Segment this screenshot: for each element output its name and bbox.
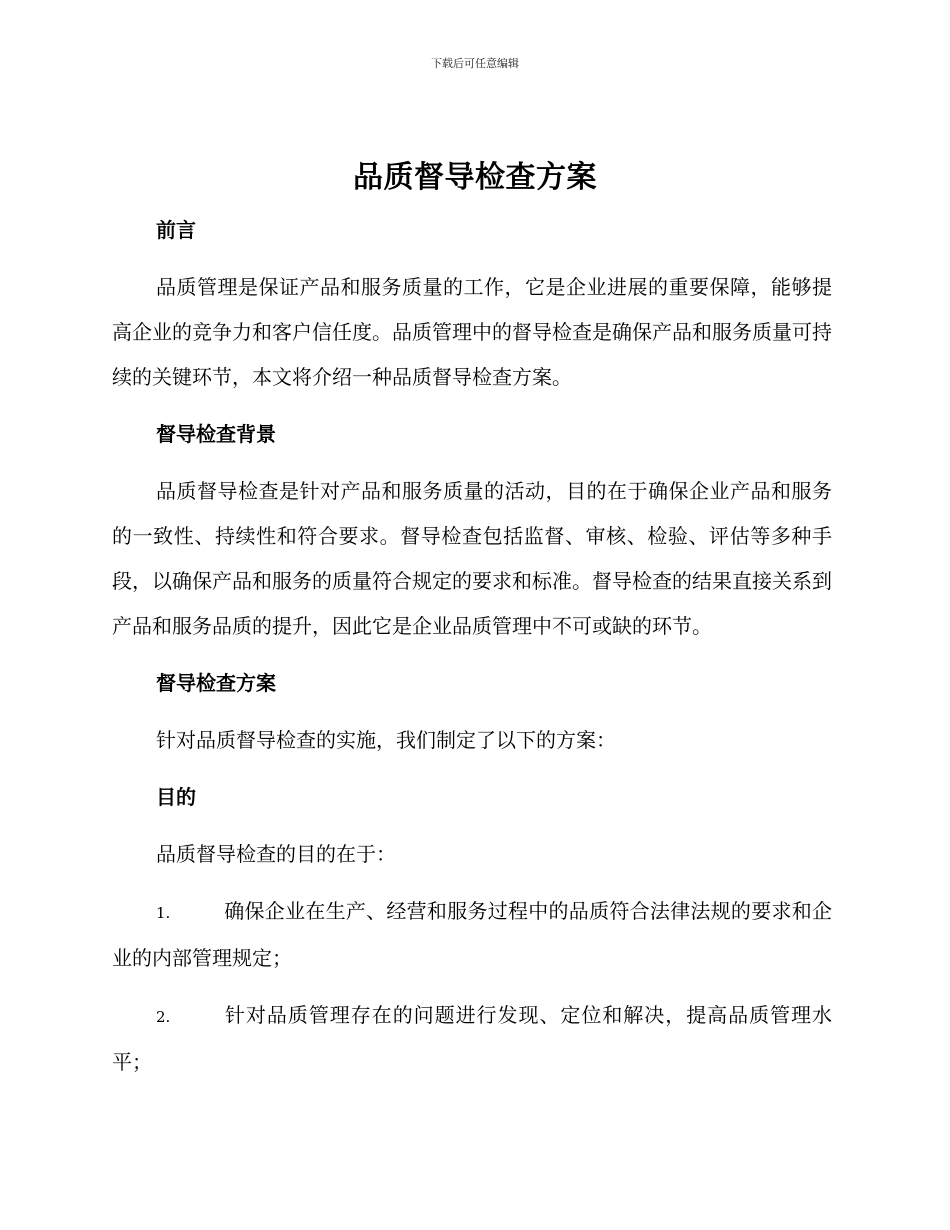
- list-item-number: 2.: [156, 1008, 171, 1026]
- section-heading-plan: 督导检查方案: [156, 671, 276, 695]
- section-heading-background: 督导检查背景: [156, 422, 276, 446]
- header-note: 下载后可任意编辑: [431, 57, 519, 70]
- section-heading-intro: 前言: [156, 218, 196, 242]
- document-body: [112, 208, 832, 1097]
- list-item-text: 针对品质管理存在的问题进行发现、定位和解决，提高品质管理水平；: [112, 1003, 832, 1074]
- list-item-number: 1.: [156, 904, 171, 922]
- paragraph-goal: 品质督导检查的目的在于：: [156, 842, 396, 866]
- paragraph-background: 品质督导检查是针对产品和服务质量的活动，目的在于确保企业产品和服务的一致性、持续性和符合要求。督导检查包括监督、审核、检验、评估等多种手段，以确保产品和服务的质量符合规定的要求和标准。督导检查的结果直接关系到产品和服务品质的提升，因此它是企业品质管理中不可或缺的环节。: [112, 479, 832, 638]
- paragraph-intro: 品质管理是保证产品和服务质量的工作，它是企业进展的重要保障，能够提高企业的竞争力和客户信任度。品质管理中的督导检查是确保产品和服务质量可持续的关键环节，本文将介绍一种品质督导检查方案。: [112, 275, 832, 389]
- paragraph-plan: 针对品质督导检查的实施，我们制定了以下的方案：: [156, 728, 616, 752]
- list-item: [112, 993, 832, 1085]
- list-item-text: 确保企业在生产、经营和服务过程中的品质符合法律法规的要求和企业的内部管理规定；: [112, 899, 832, 970]
- section-heading-goal: 目的: [156, 785, 196, 809]
- list-item: [112, 889, 832, 981]
- document-title: 品质督导检查方案: [353, 160, 597, 195]
